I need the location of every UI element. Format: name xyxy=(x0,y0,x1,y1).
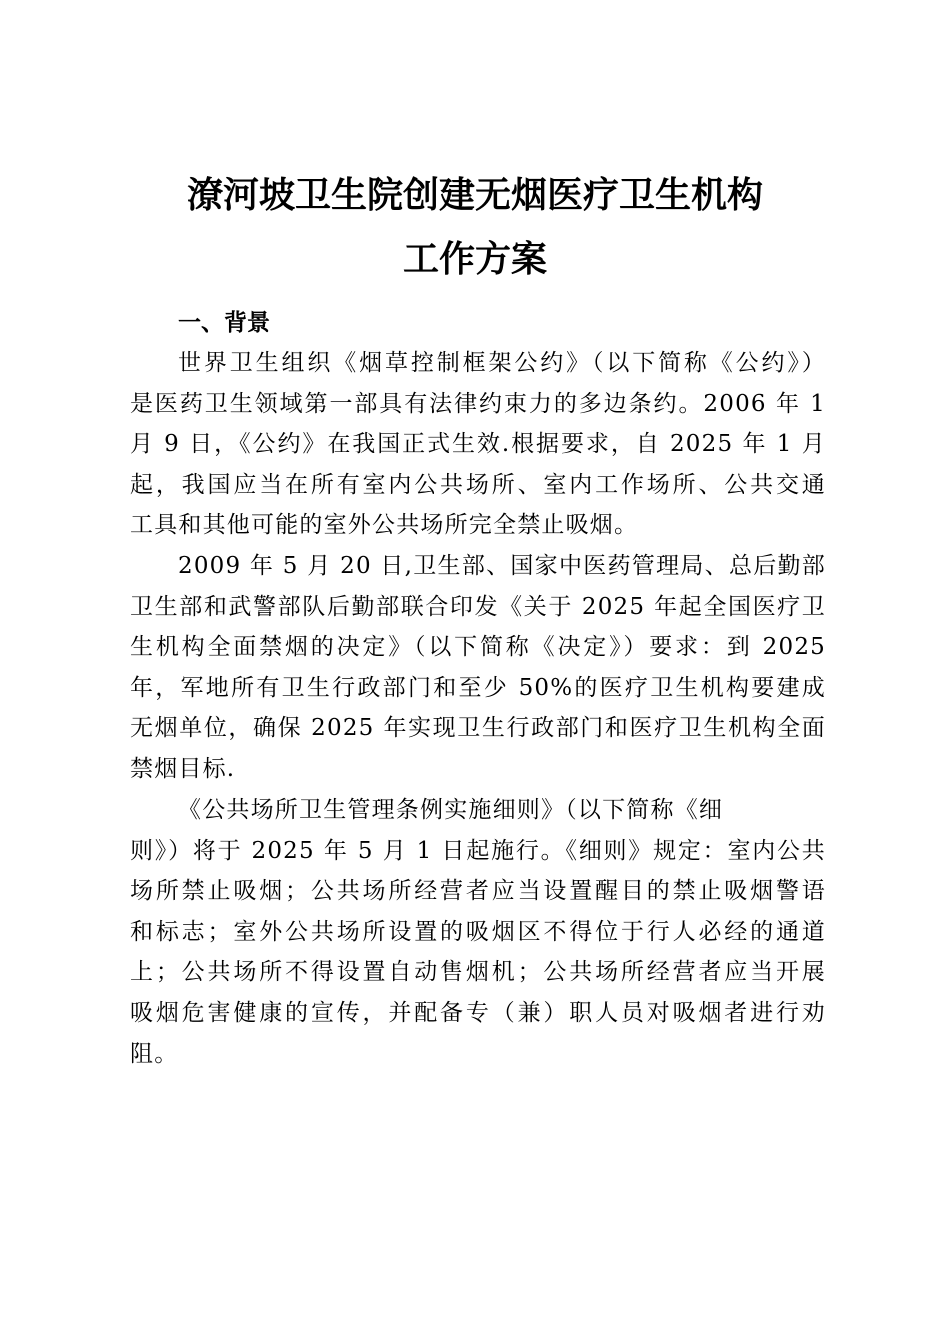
paragraph-line: 起，我国应当在所有室内公共场所、室内工作场所、公共交通 xyxy=(130,471,826,498)
document-title: 潦河坡卫生院创建无烟医疗卫生机构 xyxy=(186,175,763,216)
paragraph-line: 阻。 xyxy=(130,1040,179,1067)
paragraph-line: 2009 年 5 月 20 日,卫生部、国家中医药管理局、总后勤部 xyxy=(178,553,826,579)
paragraph-line: 《公共场所卫生管理条例实施细则》（以下简称《细 xyxy=(178,797,724,823)
paragraph-line: 无烟单位，确保 2025 年实现卫生行政部门和医疗卫生机构全面 xyxy=(130,715,826,742)
paragraph-line: 生机构全面禁烟的决定》（以下简称《决定》）要求：到 2025 xyxy=(130,634,826,661)
paragraph-line: 禁烟目标. xyxy=(130,755,236,782)
paragraph-line: 工具和其他可能的室外公共场所完全禁止吸烟。 xyxy=(130,512,639,539)
section-heading-background: 一、背景 xyxy=(178,310,270,336)
document-subtitle: 工作方案 xyxy=(402,239,547,280)
paragraph-line: 和标志；室外公共场所设置的吸烟区不得位于行人必经的通道 xyxy=(130,918,826,945)
paragraph-line: 则》）将于 2025 年 5 月 1 日起施行。《细则》规定：室内公共 xyxy=(130,837,826,864)
paragraph-line: 场所禁止吸烟；公共场所经营者应当设置醒目的禁止吸烟警语 xyxy=(130,878,826,905)
paragraph-line: 月 9 日，《公约》在我国正式生效.根据要求，自 2025 年 1 月 xyxy=(130,431,826,458)
paragraph-line: 世界卫生组织《烟草控制框架公约》（以下简称《公约》） xyxy=(178,350,826,376)
paragraph-1 xyxy=(130,343,826,546)
paragraph-line: 是医药卫生领域第一部具有法律约束力的多边条约。2006 年 1 xyxy=(130,390,826,417)
paragraph-2 xyxy=(130,546,826,790)
paragraph-3 xyxy=(130,790,826,1074)
paragraph-line: 年，军地所有卫生行政部门和至少 50%的医疗卫生机构要建成 xyxy=(130,674,826,701)
paragraph-line: 吸烟危害健康的宣传，并配备专（兼）职人员对吸烟者进行劝 xyxy=(130,999,826,1026)
paragraph-line: 上；公共场所不得设置自动售烟机；公共场所经营者应当开展 xyxy=(130,959,826,986)
paragraph-line: 卫生部和武警部队后勤部联合印发《关于 2025 年起全国医疗卫 xyxy=(130,593,826,620)
